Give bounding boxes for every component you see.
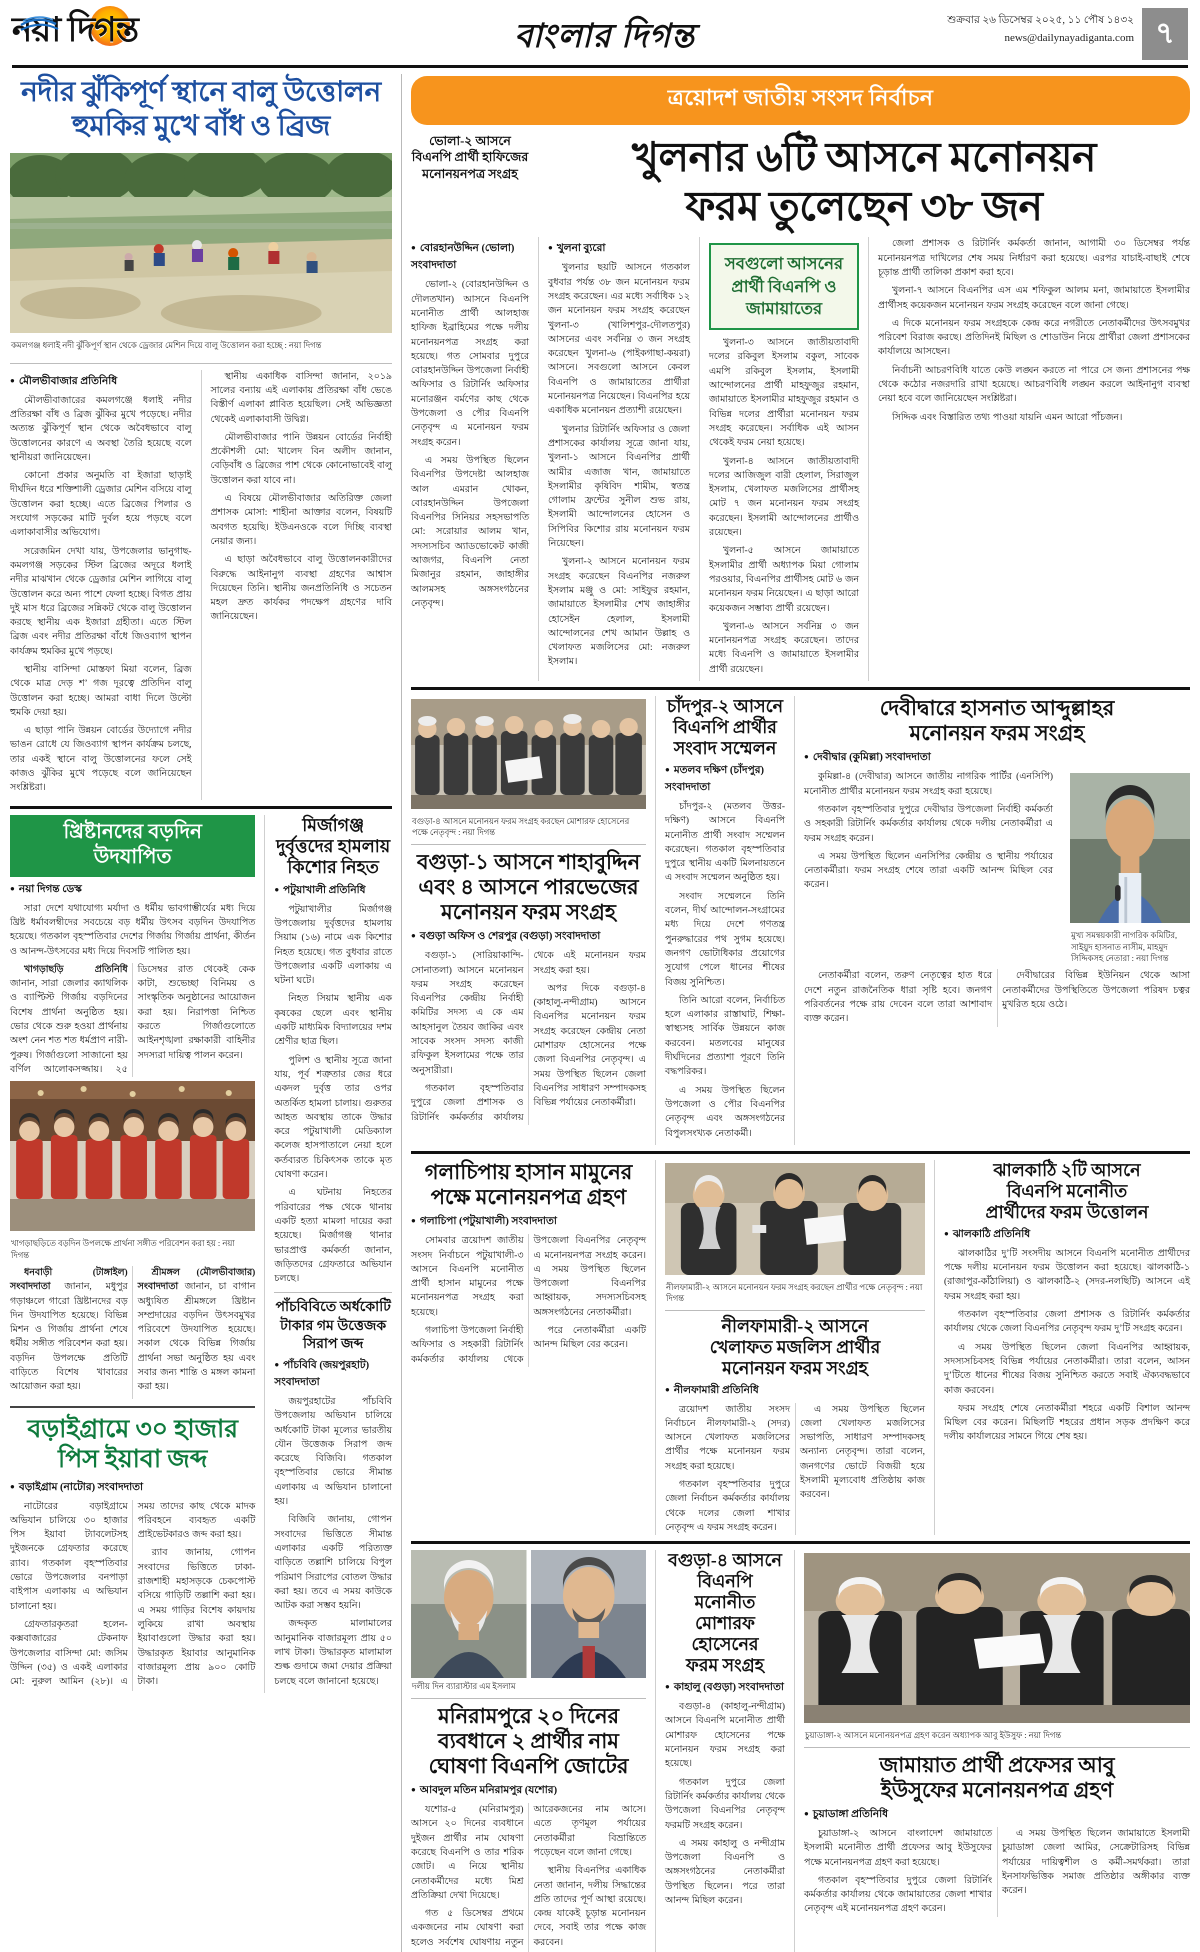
byline: ● মৌলভীবাজার প্রতিনিধি [10,374,192,391]
reporter-text: জানান, সারা জেলার ক্যাথলিক ও ব্যাপ্টিস্ট গির্জায় বড়দিনের বিশেষ প্রার্থনা অনুষ্ঠিত হয়। ভোর থেকে শুরু হওয়া প্রার্থনায় অংশ নেন শত শত ধর্মপ্রাণ নারী-পুরুষ। গির্জাগুলো সাজানো হয় বর্ণিল আলোকসজ্জায়। ২৫ ডিসেম্বর রাত থেকেই কেক কাটা, শুভেচ্ছা বিনিময় ও সাংস্কৃতিক অনুষ্ঠানের আয়োজন করা হয়। নিরাপত্তা নিশ্চিত করতে গির্জাগুলোতে আইনশৃঙ্খলা রক্ষাকারী বাহিনীর সদস্যরা দায়িত্ব পালন করেন। [10,964,256,1075]
divider [10,363,392,364]
article-christmas [10,815,255,1693]
headline: খুলনার ৬টি আসনে মনোনয়ন ফরম তুলেছেন ৩৮ জন [632,134,1096,230]
photo-caption: মুখ্য সমন্বয়কারী নাগরিক কমিটির, সাইয়ুদ হাসনাত নাসীম, মাহমুদ সিদ্দিকসহ নেতারা : নয়া দিগন্ত [1071,931,1178,964]
article-body: ত্রয়োদশ জাতীয় সংসদ নির্বাচনে নীলফামারী-২ (সদর) আসনে খেলাফত মজলিসের প্রার্থীর পক্ষে মনোনয়ন ফরম সংগ্রহ করা হয়েছে। গতকাল বৃহস্পতিবার দুপুরে জেলা নির্বাচন কর্মকর্তার কার্যালয় থেকে দলের জেলা শাখার নেতৃবৃন্দ এ ফরম সংগ্রহ করেন। এ সময় উপস্থিত ছিলেন জেলা খেলাফত মজলিসের সভাপতি, সাধারণ সম্পাদকসহ অন্যান্য নেতৃবৃন্দ। তারা বলেন, জনগণের ভোটে বিজয়ী হয়ে ইসলামী মূল্যবোধ প্রতিষ্ঠায় কাজ করবেন। [665,1404,925,1533]
article-monirampur [411,1550,646,1952]
byline: ● খুলনা ব্যুরো [548,241,690,258]
article-chandpur [655,696,785,1145]
photo-caption: বগুড়া-৪ আসনে মনোনয়ন ফরম সংগ্রহ করছেন মোশারফ হোসেনের পক্ষে নেতৃবৃন্দ : নয়া দিগন্ত [412,817,630,838]
byline: ● নীলফামারী প্রতিনিধি [665,1383,925,1400]
reporter-text: জানান, চা বাগান অধ্যুষিত শ্রীমঙ্গলে খ্রিষ্টান সম্প্রদায়ের বড়দিন উৎসবমুখর পরিবেশে উদযাপিত হয়েছে। সকাল থেকে বিভিন্ন গির্জায় প্রার্থনা সভা অনুষ্ঠিত হয় এবং সবার জন্য শান্তি ও মঙ্গল কামনা করা হয়। [137,1282,256,1393]
article-body: খুলনা-৩ আসনে জাতীয়তাবাদী দলের রকিবুল ইসলাম বকুল, সাবেক এমপি রকিবুল ইসলাম, ইসলামী আন্দোলনের প্রার্থী মাহফুজুর রহমান, জামায়াতে ইসলামীর মাহফুজুর রহমান ও বিভিন্ন দলের প্রার্থীরা মনোনয়ন ফরম সংগ্রহ করেছেন। সর্বাধিক এই আসন থেকেই ফরম নেয়া হয়েছে। খুলনা-৪ আসনে জাতীয়তাবাদী দলের আজিজুল বারী হেলাল, সিরাজুল ইসলাম, খেলাফত মজলিসের প্রার্থীসহ মোট ৭ জন মনোনয়ন ফরম সংগ্রহ করেছেন। ইসলামী আন্দোলনের প্রার্থীও রয়েছেন। খুলনা-৫ আসনে জামায়াতে ইসলামীর প্রার্থী অধ্যাপক মিয়া গোলাম পরওয়ার, বিএনপির প্রার্থীসহ মোট ৬ জন মনোনয়ন ফরম নিয়েছেন। এ ছাড়া আরো কয়েকজন সম্ভাব্য প্রার্থী রয়েছেন। খুলনা-৬ আসনে সর্বনিম্ন ৩ জন মনোনয়নপত্র সংগ্রহ করেছেন। তাদের মধ্যে বিএনপি ও জামায়াতে ইসলামীর প্রার্থী রয়েছেন। [709,338,859,675]
byline: ● চুয়াডাঙ্গা প্রতিনিধি [804,1807,1190,1824]
second-band [411,696,1190,1145]
divider [411,1151,1190,1154]
article-jhalakathi [934,1160,1190,1535]
byline: ● বগুড়া অফিস ও শেরপুর (বগুড়া) সংবাদদাতা [411,929,646,946]
article-galachipa [411,1160,646,1535]
byline: ● বড়াইগ্রাম (নাটোর) সংবাদদাতা [10,1480,255,1497]
headline: মনিরামপুরে ২০ দিনের ব্যবধানে ২ প্রার্থীর নাম ঘোষণা বিএনপি জোটের [411,1698,646,1780]
khulna-lead-body [411,237,1190,681]
article-intro: সারা দেশে যথাযোগ্য মর্যাদা ও ধর্মীয় ভাবগাম্ভীর্যের মধ্য দিয়ে খ্রিষ্ট ধর্মাবলম্বীদের সবচেয়ে বড় ধর্মীয় উৎসব বড়দিন উদযাপিত হয়েছে। গতকাল বৃহস্পতিবার দেশের গির্জায় গির্জায় প্রার্থনা, কীর্তন ও আনন্দ-উৎসবের মধ্য দিয়ে দিবসটি পালিত হয়। [10,903,256,957]
divider [411,687,1190,690]
headline: খ্রিষ্টানদের বড়দিন উদযাপিত [10,815,255,877]
byline: ● পাঁচবিবি (জয়পুরহাট) সংবাদদাতা [274,1358,392,1392]
byline: ● আবদুল মতিন মনিরামপুর (যশোর) [411,1783,646,1800]
article-bogura4 [655,1550,785,1952]
photo-portrait-right [531,1550,647,1678]
article-body: চুয়াডাঙ্গা-২ আসনে বাংলাদেশ জামায়াতে ইসলামী মনোনীত প্রার্থী প্রফেসর আবু ইউসুফের পক্ষে মনোনয়নপত্র গ্রহণ করা হয়েছে। গতকাল বৃহস্পতিবার দুপুরে জেলা রিটার্নিং কর্মকর্তার কার্যালয় থেকে জামায়াতের জেলা শাখার নেতৃবৃন্দ এই মনোনয়নপত্র গ্রহণ করেন। এ সময় উপস্থিত ছিলেন জামায়াতে ইসলামী চুয়াডাঙ্গা জেলা আমির, সেক্রেটারিসহ বিভিন্ন পর্যায়ের দায়িত্বশীল ও কর্মী-সমর্থকরা। তারা ইনসাফভিত্তিক সমাজ প্রতিষ্ঠার অঙ্গীকার ব্যক্ত করেন। [804,1828,1190,1915]
byline: ● মতলব দক্ষিণ (চাঁদপুর) সংবাদদাতা [665,763,785,797]
date-line: শুক্রবার ২৬ ডিসেম্বর ২০২৫, ১১ পৌষ ১৪৩২ [947,15,1134,26]
article-body: ঝালকাঠির দু’টি সংসদীয় আসনে বিএনপি মনোনীত প্রার্থীদের পক্ষে দলীয় মনোনয়ন ফরম উত্তোলন করা হয়েছে। ঝালকাঠি-১ (রাজাপুর-কাঁঠালিয়া) ও ঝালকাঠি-২ (সদর-নলছিটি) আসনে এই ফরম সংগ্রহ করা হয়। গতকাল বৃহস্পতিবার জেলা প্রশাসক ও রিটার্নিং কর্মকর্তার কার্যালয় থেকে জেলা বিএনপির নেতৃবৃন্দ ফরম দু’টি সংগ্রহ করেন। এ সময় উপস্থিত ছিলেন জেলা বিএনপির আহ্বায়ক, সদস্যসচিবসহ বিভিন্ন পর্যায়ের নেতাকর্মীরা। তারা বলেন, আসন দু’টিতে ধানের শীষের বিজয় সুনিশ্চিত করতে সবাই ঐক্যবদ্ধভাবে কাজ করবেন। ফরম সংগ্রহ শেষে নেতাকর্মীরা শহরে একটি বিশাল আনন্দ মিছিল বের করেন। মিছিলটি শহরের প্রধান সড়ক প্রদক্ষিণ করে দলীয় কার্যালয়ের সামনে গিয়ে শেষ হয়। [944,1248,1190,1443]
headline: গলাচিপায় হাসান মামুনের পক্ষে মনোনয়নপত্র গ্রহণ [424,1159,633,1210]
article-body: ভোলা-২ (বোরহানউদ্দিন ও দৌলতখান) আসনে বিএনপি মনোনীত প্রার্থী আলহাজ হাফিজ ইব্রাহিমের পক্ষে দলীয় মনোনয়নপত্র সংগ্রহ করা হয়েছে। গত সোমবার দুপুরে বোরহানউদ্দিন উপজেলা নির্বাহী অফিসার ও রিটার্নিং অফিসার মনোরঞ্জন বর্মণের কাছ থেকে উপজেলা ও পৌর বিএনপি নেতৃবৃন্দ এ মনোনয়ন ফরম সংগ্রহ করেন। এ সময় উপস্থিত ছিলেন বিএনপির উপদেষ্টা আলহাজ আল এমরান খোকন, বোরহানউদ্দিন উপজেলা বিএনপির সিনিয়র সহসভাপতি মো: সরোয়ার আলম খান, সদস্যসচিব অ্যাডভোকেট কাজী আজগর, বিএনপি নেতা মিজানুর রহমান, জাহাঙ্গীর আলমসহ অঙ্গসংগঠনের নেতৃবৃন্দ। [411,280,529,609]
article-body: কুমিল্লা-৪ (দেবীদ্বার) আসনে জাতীয় নাগরিক পার্টির (এনসিপি) মনোনীত প্রার্থীর মনোনয়ন ফরম সংগ্রহ করা হয়েছে। গতকাল বৃহস্পতিবার দুপুরে দেবীদ্বার উপজেলা নির্বাহী কর্মকর্তা ও সহকারী রিটার্নিং কর্মকর্তার কার্যালয় থেকে দলীয় নেতাকর্মীরা এ ফরম সংগ্রহ করেন। এ সময় উপস্থিত ছিলেন এনসিপির কেন্দ্রীয় ও স্থানীয় পর্যায়ের নেতাকর্মীরা। ফরম সংগ্রহ শেষে তারা একটি আনন্দ মিছিল বের করেন। [804,772,1053,891]
fourth-band [411,1550,1190,1952]
article-body: সোমবার ত্রয়োদশ জাতীয় সংসদ নির্বাচনে পটুয়াখালী-৩ আসনে বিএনপি মনোনীত প্রার্থী হাসান মামুনের পক্ষে মনোনয়নপত্র সংগ্রহ করা হয়েছে। গলাচিপা উপজেলা নির্বাহী অফিসার ও সহকারী রিটার্নিং কর্মকর্তার কার্যালয় থেকে উপজেলা বিএনপির নেতৃবৃন্দ এ মনোনয়নপত্র সংগ্রহ করেন। এ সময় উপস্থিত ছিলেন উপজেলা বিএনপির আহ্বায়ক, সদস্যসচিবসহ অঙ্গসংগঠনের নেতাকর্মীরা। পরে নেতাকর্মীরা একটি আনন্দ মিছিল বের করেন। [411,1236,646,1365]
article-body: বগুড়া-৪ (কাহালু-নন্দীগ্রাম) আসনে বিএনপি মনোনীত প্রার্থী মোশারফ হোসেনের পক্ষে মনোনয়ন ফরম সংগ্রহ করা হয়েছে। গতকাল দুপুরে জেলা রিটার্নিং কর্মকর্তার কার্যালয় থেকে উপজেলা বিএনপির নেতৃবৃন্দ ফরমটি সংগ্রহ করেন। এ সময় কাহালু ও নন্দীগ্রাম উপজেলা বিএনপি ও অঙ্গসংগঠনের নেতাকর্মীরা উপস্থিত ছিলেন। পরে তারা আনন্দ মিছিল করেন। [665,1702,785,1907]
right-column [402,74,1190,1952]
headline: দেবীদ্বারে হাসনাত আব্দুল্লাহর মনোনয়ন ফরম সংগ্রহ [879,696,1115,746]
reporter-name: শ্রীমঙ্গল (মৌলভীবাজার) সংবাদদাতা [137,1267,256,1293]
callout-box: সবগুলো আসনের প্রার্থী বিএনপি ও জামায়াতের [709,243,859,330]
headline: বগুড়া-৪ আসনে বিএনপি মনোনীত মোশারফ হোসেনের ফরম সংগ্রহ [668,1550,782,1676]
khulna-col-1 [538,237,690,681]
page-body [10,68,1190,1952]
masthead-right [947,4,1188,60]
article-body-continued: স্থানীয় একাধিক বাসিন্দা জানান, ২০১৯ সালের বন্যায় এই এলাকায় প্রতিরক্ষা বাঁধ ভেঙে বিস্তীর্ণ এলাকা প্লাবিত হয়েছিল। সেই অভিজ্ঞতা থেকেই এলাকাবাসী উদ্বিগ্ন। মৌলভীবাজার পানি উন্নয়ন বোর্ডের নির্বাহী প্রকৌশলী মো: খালেদ বিন অলীদ জানান, বেড়িবাঁধ ও ব্রিজের পাশ থেকে কোনোভাবেই বালু উত্তোলন করা যাবে না। এ বিষয়ে মৌলভীবাজার অতিরিক্ত জেলা প্রশাসক মোসা: শাহীনা আক্তার বলেন, বিষয়টি অবগত হয়েছি। ইউএনওকে বলে দিচ্ছি ব্যবস্থা নেয়ার জন্য। এ ছাড়া অবৈধভাবে বালু উত্তোলনকারীদের বিরুদ্ধে আইনানুগ ব্যবস্থা গ্রহণের আশ্বাস দিয়েছেন তিনি। স্থানীয় জনপ্রতিনিধি ও সচেতন মহল দ্রুত কার্যকর পদক্ষেপ গ্রহণের দাবি জানিয়েছেন। [210,371,392,623]
masthead-meta [947,8,1134,47]
headline: নীলফামারী-২ আসনে খেলাফত মজলিস প্রার্থীর মনোনয়ন ফরম সংগ্রহ [665,1310,925,1379]
photo-caption: খাগড়াছড়িতে বড়দিন উপলক্ষে প্রার্থনা সঙ্গীত পরিবেশন করা হয় : নয়া দিগন্ত [11,1239,235,1260]
bhola-teaser-headline: ভোলা-২ আসনে বিএনপি প্রার্থী হাফিজের মনোনয়নপত্র সংগ্রহ [411,134,529,181]
photo-jamaat-handover [804,1553,1190,1723]
page-number: ৭ [1142,8,1188,60]
photo-nilphamari-handover [665,1163,925,1275]
article-body: খুলনার ছয়টি আসনে গতকাল বুধবার পর্যন্ত ৩৮ জন মনোনয়ন ফরম সংগ্রহ করেছেন। এর মধ্যে সর্বাধিক ১২ জন মনোনয়ন ফরম সংগ্রহ করেছেন খুলনা-৩ (খালিশপুর-দৌলতপুর) আসনের এবং সর্বনিম্ন ৩ জন সংগ্রহ করেছেন খুলনা-৬ (পাইকগাছা-কয়রা) আসনে। সবগুলো আসনে কেবল বিএনপি ও জামায়াতের প্রার্থীরা মনোনয়নপত্র নিয়েছেন। বিএনপির হয়ে একাধিক মনোনয়ন প্রত্যাশী রয়েছেন। খুলনার রিটার্নিং অফিসার ও জেলা প্রশাসকের কার্যালয় সূত্রে জানা যায়, খুলনা-১ আসনে বিএনপির প্রার্থী আমীর এজাজ খান, জামায়াতে ইসলামীর কৃষিবিদ শামীম, স্বতন্ত্র গোলাম ফ্রন্টের সুনীল শুভ রায়, ইসলামী আন্দোলনের হোসেন ও সিপিবির কিশোর রায় মনোনয়ন ফরম নিয়েছেন। খুলনা-২ আসনে মনোনয়ন ফরম সংগ্রহ করেছেন বিএনপির নজরুল ইসলাম মঞ্জু ও মো: সাইফুর রহমান, জামায়াতে ইসলামীর শেখ জাহাঙ্গীর হোসেইন হেলাল, ইসলামী আন্দোলনের শেখ আমান উল্লাহ ও খেলাফত মজলিসের মো: নজরুল ইসলাম। [548,263,690,668]
photo-speaker-portrait [1070,773,1190,923]
article-reporters [10,963,255,1077]
khulna-lead-header [411,133,1190,231]
photo-portrait-left [411,1550,527,1678]
election-banner: ত্রয়োদশ জাতীয় সংসদ নির্বাচন [411,76,1190,125]
logo-text: নয়া দিগন্ত [12,12,138,49]
lower-left-region [10,815,392,1693]
third-band [411,1160,1190,1535]
masthead [10,0,1190,62]
article-jamaat [794,1550,1190,1952]
byline: ● দেবীদ্বার (কুমিল্লা) সংবাদদাতা [804,750,1190,767]
headline: জামায়াত প্রার্থী প্রফেসর আবু ইউসুফের মনোনয়নপত্র গ্রহণ [804,1747,1190,1803]
khulna-col-2 [699,237,859,681]
article-body-continued: নেতাকর্মীরা বলেন, তরুণ নেতৃত্বের হাত ধরে দেশে নতুন রাজনৈতিক ধারা সৃষ্টি হবে। জনগণ পরিবর্তনের পক্ষে রায় দেবেন বলে তারা আশাবাদ ব্যক্ত করেন। দেবীদ্বারের বিভিন্ন ইউনিয়ন থেকে আসা নেতাকর্মীদের উপস্থিতিতে উপজেলা পরিষদ চত্বর মুখরিত হয়ে ওঠে। [804,971,1190,1025]
article-body: নাটোরের বড়াইগ্রামে অভিযান চালিয়ে ৩০ হাজার পিস ইয়াবা ট্যাবলেটসহ দুইজনকে গ্রেফতার করেছে র‌্যাব। গতকাল বৃহস্পতিবার ভোরে উপজেলার বনপাড়া বাইপাস এলাকায় এ অভিযান চালানো হয়। গ্রেফতারকৃতরা হলেন- কক্সবাজারের টেকনাফ উপজেলার বাসিন্দা মো: জসিম উদ্দিন (৩৫) ও একই এলাকার মো: নুরুল আমিন (২৮)। এ সময় তাদের কাছ থেকে মাদক পরিবহনে ব্যবহৃত একটি প্রাইভেটকারও জব্দ করা হয়। র‌্যাব জানায়, গোপন সংবাদের ভিত্তিতে ঢাকা-রাজশাহী মহাসড়কে চেকপোস্ট বসিয়ে গাড়িটি তল্লাশি করা হয়। এ সময় গাড়ির বিশেষ কায়দায় লুকিয়ে রাখা অবস্থায় ইয়াবাগুলো উদ্ধার করা হয়। উদ্ধারকৃত ইয়াবার আনুমানিক বাজারমূল্য প্রায় ৯০০ কোটি টাকা। [10,1501,256,1688]
reporter-name: ধনবাড়ী (টাঙ্গাইল) সংবাদদাতা [10,1267,128,1293]
contact-email: news@dailynayadiganta.com [1004,32,1134,45]
article-reporters-2 [10,1266,255,1399]
article-body: জেলা প্রশাসক ও রিটার্নিং কর্মকর্তা জানান, আগামী ৩০ ডিসেম্বর পর্যন্ত মনোনয়নপত্র দাখিলের শেষ সময় নির্ধারণ করা হয়েছে। এরপর যাচাই-বাছাই শেষে চূড়ান্ত প্রার্থী তালিকা প্রকাশ করা হবে। খুলনা-৭ আসনে বিএনপির এস এম শফিকুল আলম মনা, জামায়াতে ইসলামীর প্রার্থীসহ কয়েকজন মনোনয়ন ফরম সংগ্রহ করেছেন বলে জানা গেছে। এ দিকে মনোনয়ন ফরম সংগ্রহকে কেন্দ্র করে নগরীতে নেতাকর্মীদের উৎসবমুখর পরিবেশ বিরাজ করছে। প্রতিদিনই মিছিল ও শোডাউন নিয়ে প্রার্থীরা জেলা প্রশাসকের কার্যালয়ে আসছেন। নির্বাচনী আচরণবিধি যাতে কেউ লঙ্ঘন করতে না পারে সে জন্য প্রশাসনের পক্ষ থেকে কঠোর নজরদারি রাখা হয়েছে। আচরণবিধি লঙ্ঘন করলে আইনানুগ ব্যবস্থা নেয়া হবে বলে জানিয়েছেন সংশ্লিষ্টরা। সিদ্দিক এবং বিস্তারিত তথ্য পাওয়া যায়নি এমন আরো পাঁচজন। [878,239,1190,423]
nameplate-title: বাংলার দিগন্ত [514,19,696,55]
wave-icon [20,16,82,34]
headline: বগুড়া-১ আসনে শাহাবুদ্দিন এবং ৪ আসনে পারভেজের মনোনয়ন ফরম সংগ্রহ [411,844,646,926]
reporter-name: খাগড়াছড়ি প্রতিনিধি [24,964,128,975]
byline: ● গলাচিপা (পটুয়াখালী) সংবাদদাতা [411,1214,646,1231]
byline: ● কাহালু (বগুড়া) সংবাদদাতা [665,1680,785,1697]
byline: ● পটুয়াখালী প্রতিনিধি [274,883,392,900]
bhola-article [411,237,529,681]
article-body: যশোর-৫ (মনিরামপুর) আসনে ২০ দিনের ব্যবধানে দুইজন প্রার্থীর নাম ঘোষণা করেছে বিএনপি ও তার শরিক জোট। এ নিয়ে স্থানীয় নেতাকর্মীদের মধ্যে মিশ্র প্রতিক্রিয়া দেখা দিয়েছে। গত ৫ ডিসেম্বর প্রথমে একজনের নাম ঘোষণা করা হলেও সর্বশেষ ঘোষণায় নতুন আরেকজনের নাম আসে। এতে তৃণমূল পর্যায়ের নেতাকর্মীরা বিভ্রান্তিতে পড়েছেন বলে জানা গেছে। স্থানীয় বিএনপির একাধিক নেতা জানান, দলীয় সিদ্ধান্তের প্রতি তাদের পূর্ণ আস্থা রয়েছে। কেন্দ্র যাকেই চূড়ান্ত মনোনয়ন দেবে, সবাই তার পক্ষে কাজ করবেন। [411,1805,646,1948]
article-body: বগুড়া-১ (সারিয়াকান্দি-সোনাতলা) আসনে মনোনয়ন ফরম সংগ্রহ করেছেন বিএনপির কেন্দ্রীয় নির্বাহী কমিটির সদস্য এ কে এম আহসানুল তৈয়ব জাকির এবং সাবেক সংসদ সদস্য কাজী রফিকুল ইসলামের পক্ষে তার অনুসারীরা। গতকাল বৃহস্পতিবার দুপুরে জেলা প্রশাসক ও রিটার্নিং কর্মকর্তার কার্যালয় থেকে এই মনোনয়ন ফরম সংগ্রহ করা হয়। অপর দিকে বগুড়া-৪ (কাহালু-নন্দীগ্রাম) আসনে বিএনপির মনোনয়ন ফরম সংগ্রহ করেছেন কেন্দ্রীয় নেতা মোশারফ হোসেনের পক্ষে জেলা বিএনপির নেতৃবৃন্দ। এ সময় উপস্থিত ছিলেন জেলা বিএনপির সাধারণ সম্পাদকসহ বিভিন্ন পর্যায়ের নেতাকর্মীরা। [411,951,646,1123]
headline: বড়াইগ্রামে ৩০ হাজার পিস ইয়াবা জব্দ [27,1415,238,1473]
publication-logo [12,4,262,61]
headline: নদীর ঝুঁকিপূর্ণ স্থানে বালু উত্তোলন হুমকির মুখে বাঁধ ও ব্রিজ [21,77,381,143]
photo-bogura-handover [411,699,646,809]
article-body: পটুয়াখালীর মির্জাগঞ্জ উপজেলায় দুর্বৃত্তদের হামলায় সিয়াম (১৬) নামে এক কিশোর নিহত হয়েছে। গত বুধবার রাতে উপজেলার একটি এলাকায় এ ঘটনা ঘটে। নিহত সিয়াম স্থানীয় এক কৃষকের ছেলে এবং স্থানীয় একটি মাধ্যমিক বিদ্যালয়ের দশম শ্রেণীর ছাত্র ছিল। পুলিশ ও স্থানীয় সূত্রে জানা যায়, পূর্ব শত্রুতার জের ধরে একদল দুর্বৃত্ত তার ওপর অতর্কিত হামলা চালায়। গুরুতর আহত অবস্থায় তাকে উদ্ধার করে পটুয়াখালী মেডিক্যাল কলেজ হাসপাতালে নেয়া হলে কর্তব্যরত চিকিৎসক তাকে মৃত ঘোষণা করেন। এ ঘটনায় নিহতের পরিবারের পক্ষ থেকে থানায় একটি হত্যা মামলা দায়ের করা হয়েছে। মির্জাগঞ্জ থানার ভারপ্রাপ্ত কর্মকর্তা জানান, জড়িতদের গ্রেফতারে অভিযান চলছে। [274,904,392,1285]
article-body: চাঁদপুর-২ (মতলব উত্তর-দক্ষিণ) আসনে বিএনপি মনোনীত প্রার্থী সংবাদ সম্মেলন করেছেন। গতকাল বৃহস্পতিবার দুপুরে স্থানীয় একটি মিলনায়তনে এ সংবাদ সম্মেলন অনুষ্ঠিত হয়। সংবাদ সম্মেলনে তিনি বলেন, দীর্ঘ আন্দোলন-সংগ্রামের মধ্য দিয়ে দেশে গণতন্ত্র পুনরুদ্ধারের পথ সুগম হয়েছে। জনগণ ভোটাধিকার প্রয়োগের সুযোগ পেলে ধানের শীষের বিজয় সুনিশ্চিত। তিনি আরো বলেন, নির্বাচিত হলে এলাকার রাস্তাঘাট, শিক্ষা-স্বাস্থ্যসহ সার্বিক উন্নয়নে কাজ করবেন। মতলবের মানুষের দীর্ঘদিনের প্রত্যাশা পূরণে তিনি বদ্ধপরিকর। এ সময় উপস্থিত ছিলেন উপজেলা ও পৌর বিএনপির নেতৃবৃন্দ এবং অঙ্গসংগঠনের বিপুলসংখ্যক নেতাকর্মী। [665,802,785,1139]
photo-christmas-choir [10,1081,255,1231]
sub-headline: পাঁচবিবিতে অর্ধকোটি টাকার গম উত্তেজক সিরাপ জব্দ [275,1300,391,1352]
headline: চাঁদপুর-২ আসনে বিএনপি প্রার্থীর সংবাদ সম্মেলন [666,696,784,758]
photo-river-sand [10,153,392,333]
reporter-text: জানান, মধুপুর গড়াঞ্চলে গারো খ্রিষ্টানদের বড় দিন উদযাপিত হয়েছে। বিভিন্ন মিশন ও গির্জায় প্রার্থনা শেষে ধর্মীয় সঙ্গীত পরিবেশন করা হয়। বড়দিন উপলক্ষে প্রতিটি বাড়িতে বিশেষ খাবারের আয়োজন করা হয়। [10,1282,128,1393]
portrait-pair [411,1550,646,1678]
headline: মির্জাগঞ্জ দুর্বৃত্তদের হামলায় কিশোর নিহত [276,814,391,877]
headline: ঝালকাঠি ২টি আসনে বিএনপি মনোনীত প্রার্থীদের ফরম উত্তোলন [985,1159,1149,1222]
article-nilphamari [655,1160,925,1535]
byline: ● বোরহানউদ্দিন (ভোলা) সংবাদদাতা [411,241,529,275]
article-bogura1 [411,696,646,1145]
photo-caption: দলীয় দিন ব্যারাস্টার এম ইসলাম [412,1682,516,1692]
byline: ● ঝালকাঠি প্রতিনিধি [944,1227,1190,1244]
divider [10,1406,255,1408]
article-body: মৌলভীবাজারের কমলগঞ্জে ধলাই নদীর প্রতিরক্ষা বাঁধ ও ব্রিজ ঝুঁকির মুখে পড়েছে। নদীর অত্যন্ত ঝুঁকিপূর্ণ স্থান থেকে অবৈধভাবে বালু উত্তোলনের কারণে এ অবস্থা তৈরি হয়েছে বলে স্থানীয়রা জানিয়েছেন। কোনো প্রকার অনুমতি বা ইজারা ছাড়াই দীর্ঘদিন ধরে শক্তিশালী ড্রেজার মেশিন বসিয়ে বালু উত্তোলন করা হচ্ছে। এতে ব্রিজের পিলার ও সংযোগ সড়কের মাটি দুর্বল হয়ে পড়ছে বলে এলাকাবাসীর অভিযোগ। সরেজমিন দেখা যায়, উপজেলার ভানুগাছ-কমলগঞ্জ সড়কের স্টিল ব্রিজের অদূরে ধলাই নদীর মাঝখান থেকে ড্রেজার মেশিন লাগিয়ে বালু উত্তোলন করে অন্য পাশে ফেলা হচ্ছে। বিগত প্রায় দুই মাস ধরে ব্রিজের সন্নিকট থেকে বালু উত্তোলন করছে স্থানীয় এক ইজারা গ্রহীতা। এতে স্টিল ব্রিজ এবং নদীর প্রতিরক্ষা বাঁধে জিওব্যাগ স্থাপন কার্যক্রম হুমকির মুখে পড়ছে। স্থানীয় বাসিন্দা মোস্তফা মিয়া বলেন, ব্রিজ থেকে মাত্র দেড় শ’ গজ দূরত্বে প্রতিদিন বালু উত্তোলন করা হচ্ছে। আমরা বাধা দিলে উল্টো হুমকি দেয়া হয়। এ ছাড়া পানি উন্নয়ন বোর্ডের উদ্যোগে নদীর ভাঙন রোধে যে জিওব্যাগ স্থাপন কার্যক্রম চলছে, তার একই স্থানে বালু উত্তোলনের ফলে সেই কাজও ঝুঁকির মুখে পড়েছে বলে জানিয়েছেন সংশ্লিষ্টরা। [10,395,192,794]
photo-caption: চুয়াডাঙ্গা-২ আসনে মনোনয়নপত্র গ্রহণ করেন অধ্যাপক আবু ইউসুফ : নয়া দিগন্ত [805,1731,1062,1741]
article-sand-mining [10,74,392,800]
divider [274,1292,392,1293]
article-debidwar [794,696,1190,1145]
khulna-col-3 [868,237,1190,681]
left-column [10,74,402,1952]
article-body: জয়পুরহাটের পাঁচবিবি উপজেলায় অভিযান চালিয়ে অর্ধকোটি টাকা মূল্যের ভারতীয় যৌন উত্তেজক সিরাপ জব্দ করেছে বিজিবি। গতকাল বৃহস্পতিবার ভোরে সীমান্ত এলাকায় এ অভিযান চালানো হয়। বিজিবি জানায়, গোপন সংবাদের ভিত্তিতে সীমান্ত এলাকার একটি পরিত্যক্ত বাড়িতে তল্লাশি চালিয়ে বিপুল পরিমাণ সিরাপের বোতল উদ্ধার করা হয়। তবে এ সময় কাউকে আটক করা সম্ভব হয়নি। জব্দকৃত মালামালের আনুমানিক বাজারমূল্য প্রায় ৫০ লাখ টাকা। উদ্ধারকৃত মালামাল শুল্ক গুদামে জমা দেয়ার প্রক্রিয়া চলছে বলে জানানো হয়েছে। [274,1396,392,1687]
photo-caption: নীলফামারী-২ আসনে মনোনয়ন ফরম সংগ্রহ করছেন প্রার্থীর পক্ষে নেতৃবৃন্দ : নয়া দিগন্ত [666,1282,923,1304]
photo-caption: কমলগঞ্জ ধলাই নদী ঝুঁকিপূর্ণ স্থান থেকে ড্রেজার মেশিন দিয়ে বালু উত্তোলন করা হচ্ছে : নয়া দিগন্ত [11,341,322,351]
nameplate [262,4,947,66]
byline: ● নয়া দিগন্ত ডেস্ক [10,882,255,899]
article-mirzaganj [264,815,392,1693]
article-yaba [10,1415,255,1692]
divider [411,1541,1190,1544]
divider [10,806,392,809]
